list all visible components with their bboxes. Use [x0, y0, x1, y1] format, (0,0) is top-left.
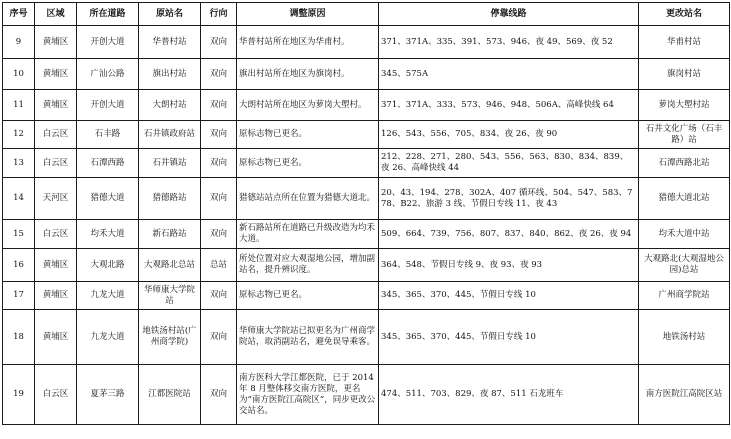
cell-reason: 华师康大学院站已拟更名为广州商学院站，取消副站名，避免误导乘客。	[237, 310, 379, 365]
cell-lines: 364、548、节假日专线 9、夜 93、夜 93	[379, 249, 639, 282]
table-row	[3, 220, 730, 249]
cell-old-name: 华师康大学院站	[139, 282, 201, 310]
table-row	[3, 59, 730, 90]
cell-lines: 345、365、370、445、节假日专线 10	[379, 310, 639, 365]
cell-new-name: 石井文化广场（石丰路）站	[639, 121, 730, 149]
cell-new-name: 南方医院江高院区站	[639, 365, 730, 425]
cell-reason: 大朗村站所在地区为萝岗大塱村。	[237, 90, 379, 121]
cell-lines: 20、43、194、278、302A、407 循环线、504、547、583、778、B22、旅游 3 线、节假日专线 11、夜 43	[379, 178, 639, 220]
cell-new-name: 华甫村站	[639, 26, 730, 59]
cell-old-name: 大朗村站	[139, 90, 201, 121]
table-row	[3, 149, 730, 178]
station-rename-table	[2, 2, 730, 425]
cell-new-name: 广州商学院站	[639, 282, 730, 310]
cell-direction: 双向	[201, 365, 237, 425]
cell-new-name: 均禾大道中站	[639, 220, 730, 249]
table-row	[3, 121, 730, 149]
cell-lines: 126、543、556、705、834、夜 26、夜 90	[379, 121, 639, 149]
table-row	[3, 365, 730, 425]
cell-road: 石潭西路	[77, 149, 139, 178]
cell-lines: 509、664、739、756、807、837、840、862、夜 26、夜 94	[379, 220, 639, 249]
cell-no: 9	[3, 26, 35, 59]
header-direction: 行向	[201, 3, 237, 26]
header-no: 序号	[3, 3, 35, 26]
header-new-name: 更改站名	[639, 3, 730, 26]
cell-road: 大观北路	[77, 249, 139, 282]
cell-reason: 原标志物已更名。	[237, 121, 379, 149]
header-reason: 调整原因	[237, 3, 379, 26]
cell-reason: 所处位置对应大观湿地公园，增加副站名，提升辨识度。	[237, 249, 379, 282]
cell-reason: 华普村站所在地区为华甫村。	[237, 26, 379, 59]
cell-road: 均禾大道	[77, 220, 139, 249]
cell-new-name: 石潭西路北站	[639, 149, 730, 178]
cell-old-name: 大观路北总站	[139, 249, 201, 282]
cell-old-name: 江都医院站	[139, 365, 201, 425]
cell-no: 13	[3, 149, 35, 178]
cell-new-name: 旗岗村站	[639, 59, 730, 90]
cell-area: 黄埔区	[35, 90, 77, 121]
cell-reason: 原标志物已更名。	[237, 282, 379, 310]
cell-new-name: 猎德大道北站	[639, 178, 730, 220]
header-area: 区域	[35, 3, 77, 26]
cell-old-name: 新石路站	[139, 220, 201, 249]
cell-no: 17	[3, 282, 35, 310]
cell-no: 12	[3, 121, 35, 149]
cell-no: 16	[3, 249, 35, 282]
cell-direction: 总站	[201, 249, 237, 282]
cell-road: 石丰路	[77, 121, 139, 149]
cell-area: 黄埔区	[35, 310, 77, 365]
table-row	[3, 310, 730, 365]
cell-old-name: 石井镇站	[139, 149, 201, 178]
cell-direction: 双向	[201, 310, 237, 365]
header-road: 所在道路	[77, 3, 139, 26]
cell-reason: 猎德站站点所在位置为猎德大道北。	[237, 178, 379, 220]
table-header-row	[3, 3, 730, 26]
cell-lines: 371、371A、335、391、573、946、夜 49、569、夜 52	[379, 26, 639, 59]
cell-area: 黄埔区	[35, 26, 77, 59]
cell-reason: 南方医科大学江都医院，已于 2014 年 8 月整体移交南方医院，更名为“南方医院江高院区”，同步更改公交站名。	[237, 365, 379, 425]
table-row	[3, 249, 730, 282]
cell-direction: 双向	[201, 149, 237, 178]
cell-direction: 双向	[201, 26, 237, 59]
table-row	[3, 178, 730, 220]
cell-lines: 212、228、271、280、543、556、563、830、834、839、夜 26、高峰快线 44	[379, 149, 639, 178]
cell-reason: 新石路站所在道路已升级改造为均禾大道。	[237, 220, 379, 249]
cell-area: 白云区	[35, 149, 77, 178]
cell-new-name: 萝岗大塱村站	[639, 90, 730, 121]
cell-reason: 旗出村站所在地区为旗岗村。	[237, 59, 379, 90]
header-lines: 停靠线路	[379, 3, 639, 26]
cell-new-name: 大观路北(大观湿地公园)总站	[639, 249, 730, 282]
cell-old-name: 华普村站	[139, 26, 201, 59]
header-old-name: 原站名	[139, 3, 201, 26]
cell-direction: 双向	[201, 178, 237, 220]
cell-lines: 345、365、370、445、节假日专线 10	[379, 282, 639, 310]
cell-road: 开创大道	[77, 26, 139, 59]
cell-direction: 双向	[201, 121, 237, 149]
cell-direction: 双向	[201, 282, 237, 310]
cell-road: 九龙大道	[77, 310, 139, 365]
cell-road: 猎德大道	[77, 178, 139, 220]
cell-road: 开创大道	[77, 90, 139, 121]
cell-area: 白云区	[35, 365, 77, 425]
cell-new-name: 地铁汤村站	[639, 310, 730, 365]
cell-area: 天河区	[35, 178, 77, 220]
table-row	[3, 26, 730, 59]
cell-area: 黄埔区	[35, 282, 77, 310]
cell-lines: 345、575A	[379, 59, 639, 90]
cell-old-name: 猎德路站	[139, 178, 201, 220]
cell-no: 10	[3, 59, 35, 90]
cell-road: 夏茅三路	[77, 365, 139, 425]
cell-direction: 双向	[201, 220, 237, 249]
table-row	[3, 282, 730, 310]
cell-old-name: 旗出村站	[139, 59, 201, 90]
cell-area: 黄埔区	[35, 249, 77, 282]
cell-old-name: 地铁汤村站(广州商学院)	[139, 310, 201, 365]
cell-road: 广汕公路	[77, 59, 139, 90]
cell-area: 黄埔区	[35, 59, 77, 90]
table-row	[3, 90, 730, 121]
cell-reason: 原标志物已更名。	[237, 149, 379, 178]
cell-no: 11	[3, 90, 35, 121]
cell-no: 15	[3, 220, 35, 249]
cell-no: 19	[3, 365, 35, 425]
cell-area: 白云区	[35, 121, 77, 149]
station-rename-table-container	[2, 2, 730, 425]
cell-lines: 371、371A、333、573、946、948、506A、高峰快线 64	[379, 90, 639, 121]
cell-no: 14	[3, 178, 35, 220]
cell-old-name: 石井镇政府站	[139, 121, 201, 149]
cell-lines: 474、511、703、829、夜 87、511 石龙班车	[379, 365, 639, 425]
cell-road: 九龙大道	[77, 282, 139, 310]
cell-direction: 双向	[201, 90, 237, 121]
cell-no: 18	[3, 310, 35, 365]
cell-direction: 双向	[201, 59, 237, 90]
cell-area: 白云区	[35, 220, 77, 249]
